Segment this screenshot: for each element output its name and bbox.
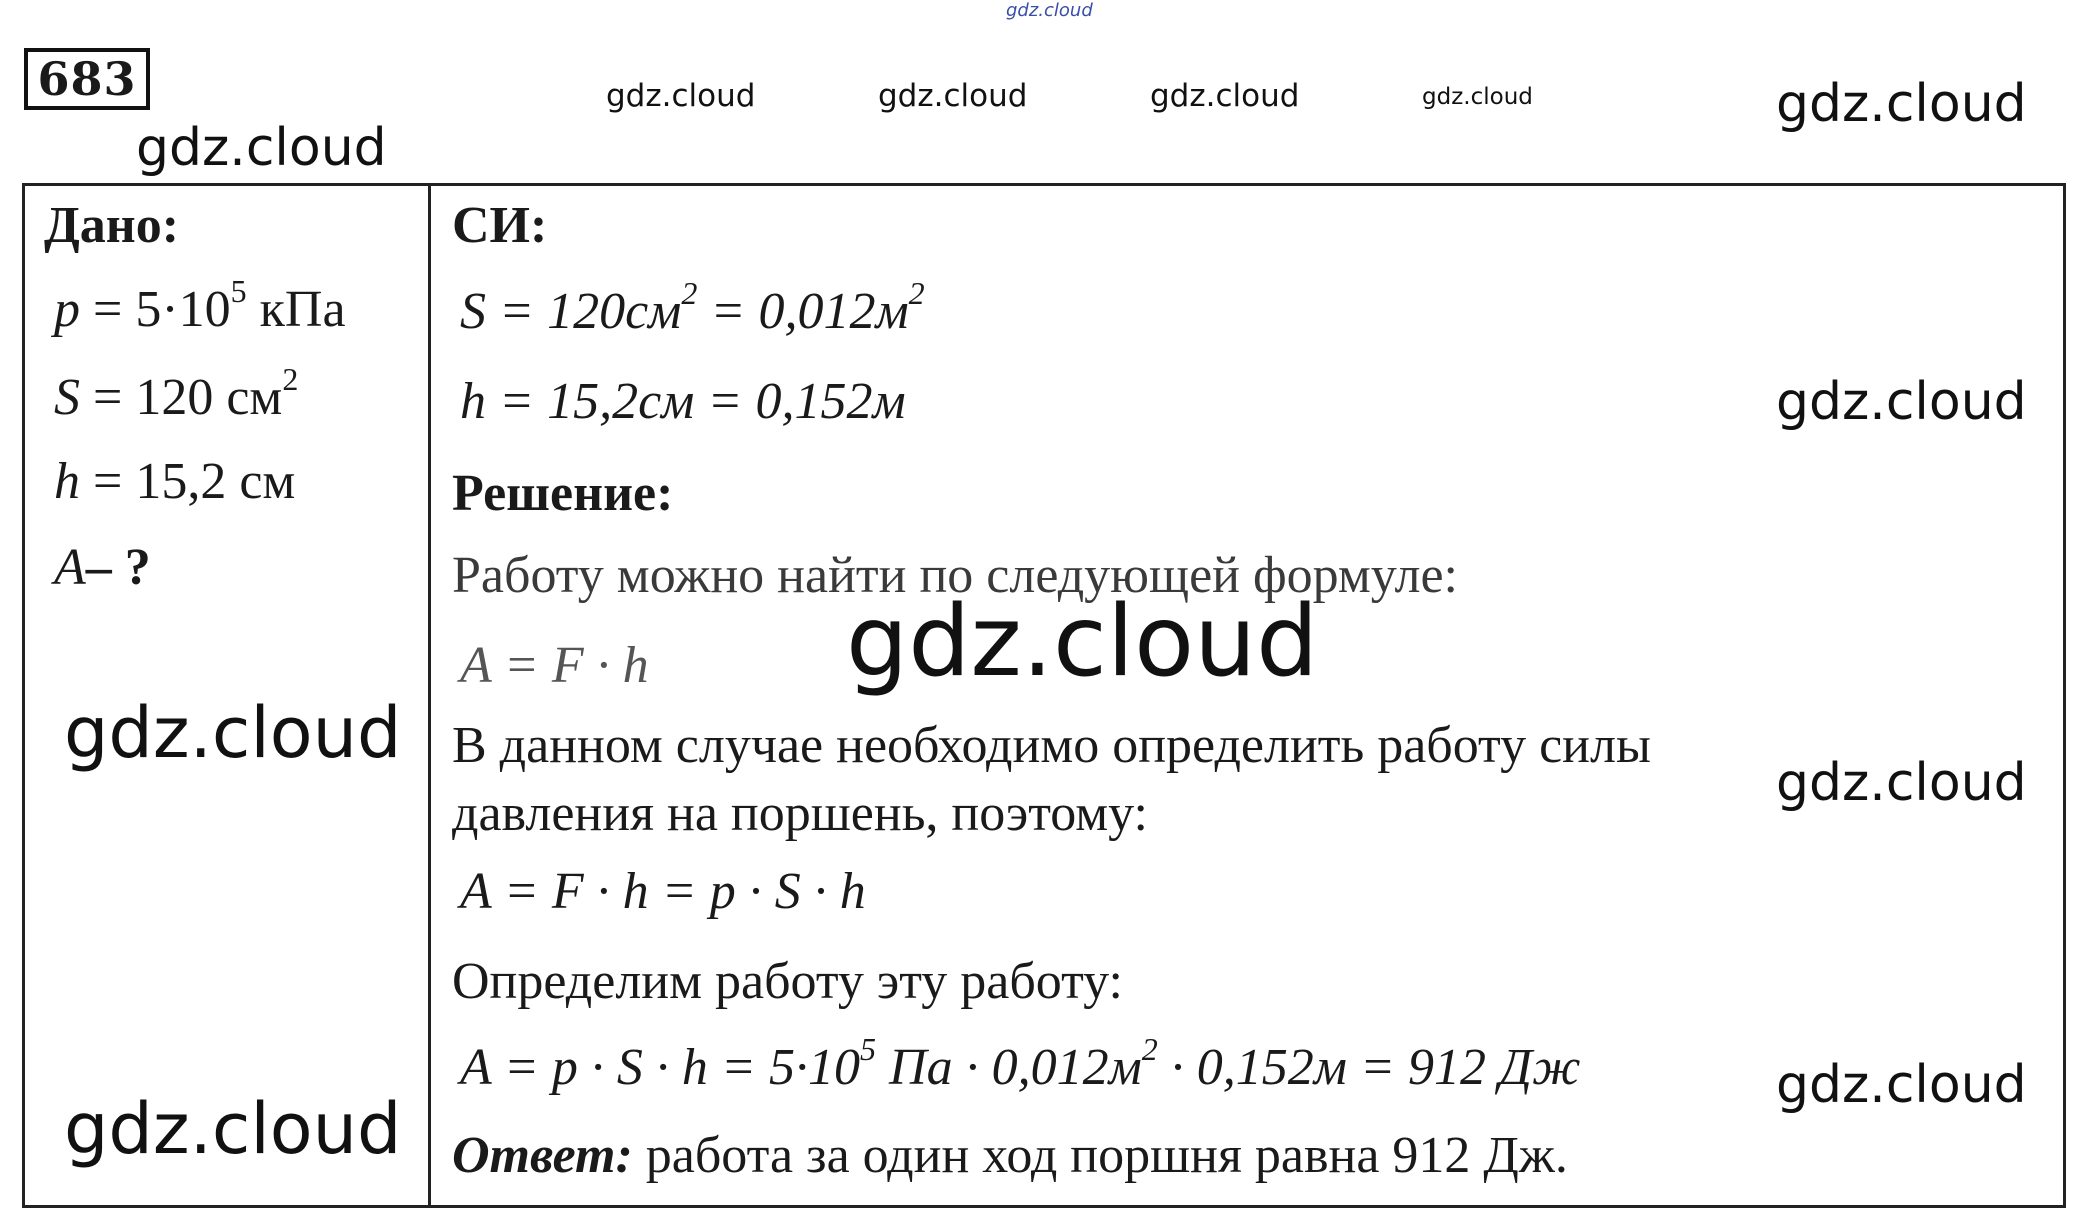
solution-title: Решение: [452, 465, 674, 522]
formula-work-calculation [460, 1031, 1581, 1097]
given-line-unknown [54, 538, 151, 597]
watermark-tiny-top: gdz.cloud [1006, 0, 1093, 21]
answer-label: Ответ: [452, 1127, 633, 1184]
given-rhs: = 120 см [93, 369, 283, 426]
si-area-a: S = 120см [460, 283, 682, 340]
si-line-area [460, 275, 925, 341]
solution-text-3: Определим работу эту работу: [452, 953, 1123, 1010]
answer-line [452, 1126, 1568, 1185]
solution-text-1: В данном случае необходимо определить работу силы [452, 717, 1651, 774]
solution-intro: Работу можно найти по следующей формуле: [452, 547, 1458, 604]
calc-part-a: A = p · S · h = 5·10 [460, 1039, 861, 1096]
watermark-row-4: gdz.cloud [1422, 84, 1533, 110]
given-sup: 2 [282, 361, 299, 397]
watermark-left-1: gdz.cloud [64, 692, 402, 774]
formula-work-expanded: A = F · h = p · S · h [460, 863, 866, 920]
si-area-a-sup: 2 [681, 275, 698, 311]
watermark-left-2: gdz.cloud [64, 1088, 402, 1170]
watermark-row-2: gdz.cloud [878, 78, 1028, 114]
calc-part-b: Па · 0,012м [876, 1039, 1142, 1096]
given-line-area [54, 361, 299, 427]
problem-number: 683 [24, 48, 150, 110]
given-title: Дано: [44, 197, 180, 254]
watermark-row-1: gdz.cloud [606, 78, 756, 114]
watermark-top-right: gdz.cloud [1776, 74, 2027, 134]
given-unit: кПа [246, 281, 346, 338]
watermark-top-left: gdz.cloud [136, 118, 387, 178]
given-sup: 5 [230, 273, 247, 309]
given-rhs: = 15,2 см [93, 453, 296, 510]
watermark-right-1: gdz.cloud [1776, 372, 2027, 432]
watermark-right-3: gdz.cloud [1776, 1055, 2027, 1115]
answer-text: работа за один ход поршня равна 912 Дж. [632, 1127, 1568, 1184]
watermark-right-2: gdz.cloud [1776, 753, 2027, 813]
given-lhs: S [54, 369, 80, 426]
column-divider [428, 183, 431, 1208]
given-lhs: A [54, 539, 86, 596]
si-area-b: = 0,012м [697, 283, 909, 340]
given-lhs: h [54, 453, 80, 510]
calc-sup-a: 5 [860, 1031, 877, 1067]
si-area-b-sup: 2 [908, 275, 925, 311]
given-lhs: p [54, 281, 80, 338]
given-rhs: = 5·10 [93, 281, 231, 338]
watermark-row-3: gdz.cloud [1150, 78, 1300, 114]
formula-work: A = F · h [460, 637, 649, 694]
given-rhs: – ? [85, 539, 151, 596]
si-line-height: h = 15,2см = 0,152м [460, 373, 906, 430]
given-line-height [54, 452, 295, 511]
solution-text-2: давления на поршень, поэтому: [452, 785, 1148, 842]
si-title: СИ: [452, 197, 548, 254]
calc-sup-b: 2 [1141, 1031, 1158, 1067]
calc-part-c: · 0,152м = 912 Дж [1157, 1039, 1581, 1096]
given-line-pressure [54, 273, 346, 339]
watermark-center: gdz.cloud [846, 585, 1319, 699]
